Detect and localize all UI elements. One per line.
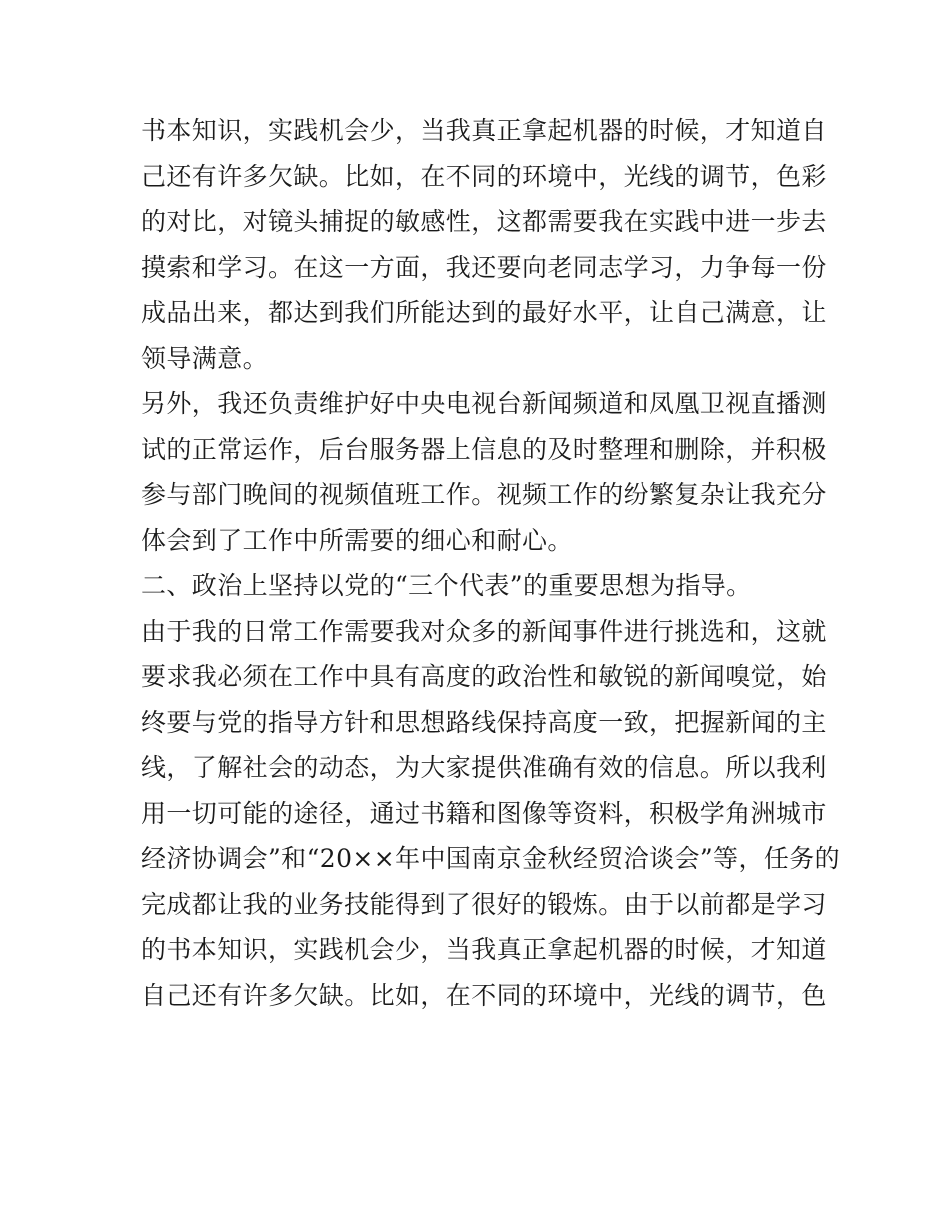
text-line: 另外，我还负责维护好中央电视台新闻频道和凤凰卫视直播测 xyxy=(141,389,827,418)
text-line: 完成都让我的业务技能得到了很好的锻炼。由于以前都是学习 xyxy=(141,889,827,919)
text-line: 己还有许多欠缺。比如，在不同的环境中，光线的调节，色彩 xyxy=(141,161,827,191)
text-line: 书本知识，实践机会少，当我真正拿起机器的时候，才知道自 xyxy=(141,116,827,145)
text-line: 自己还有许多欠缺。比如，在不同的环境中，光线的调节，色 xyxy=(141,980,827,1010)
text-line: 用一切可能的途径，通过书籍和图像等资料，积极学角洲城市 xyxy=(141,798,827,828)
text-line: 终要与党的指导方针和思想路线保持高度一致，把握新闻的主 xyxy=(141,707,827,737)
text-line: 经济协调会”和“20××年中国南京金秋经贸洽谈会”等，任务的 xyxy=(141,844,841,873)
text-line: 的书本知识，实践机会少，当我真正拿起机器的时候，才知道 xyxy=(141,935,827,964)
text-line: 领导满意。 xyxy=(141,343,269,373)
text-line: 线，了解社会的动态，为大家提供准确有效的信息。所以我利 xyxy=(141,753,827,782)
text-line: 摸索和学习。在这一方面，我还要向老同志学习，力争每一份 xyxy=(141,252,827,282)
text-line: 成品出来，都达到我们所能达到的最好水平，让自己满意，让 xyxy=(141,298,827,327)
section-heading: 二、政治上坚持以党的“三个代表”的重要思想为指导。 xyxy=(141,571,752,600)
text-line: 体会到了工作中所需要的细心和耐心。 xyxy=(141,525,573,555)
text-line: 参与部门晚间的视频值班工作。视频工作的纷繁复杂让我充分 xyxy=(141,480,827,509)
text-line: 要求我必须在工作中具有高度的政治性和敏锐的新闻嗅觉，始 xyxy=(141,662,827,691)
text-line: 试的正常运作，后台服务器上信息的及时整理和删除，并积极 xyxy=(141,434,827,464)
text-line: 由于我的日常工作需要我对众多的新闻事件进行挑选和，这就 xyxy=(141,616,827,646)
text-line: 的对比，对镜头捕捉的敏感性，这都需要我在实践中进一步去 xyxy=(141,207,827,236)
document-body xyxy=(141,108,841,1018)
